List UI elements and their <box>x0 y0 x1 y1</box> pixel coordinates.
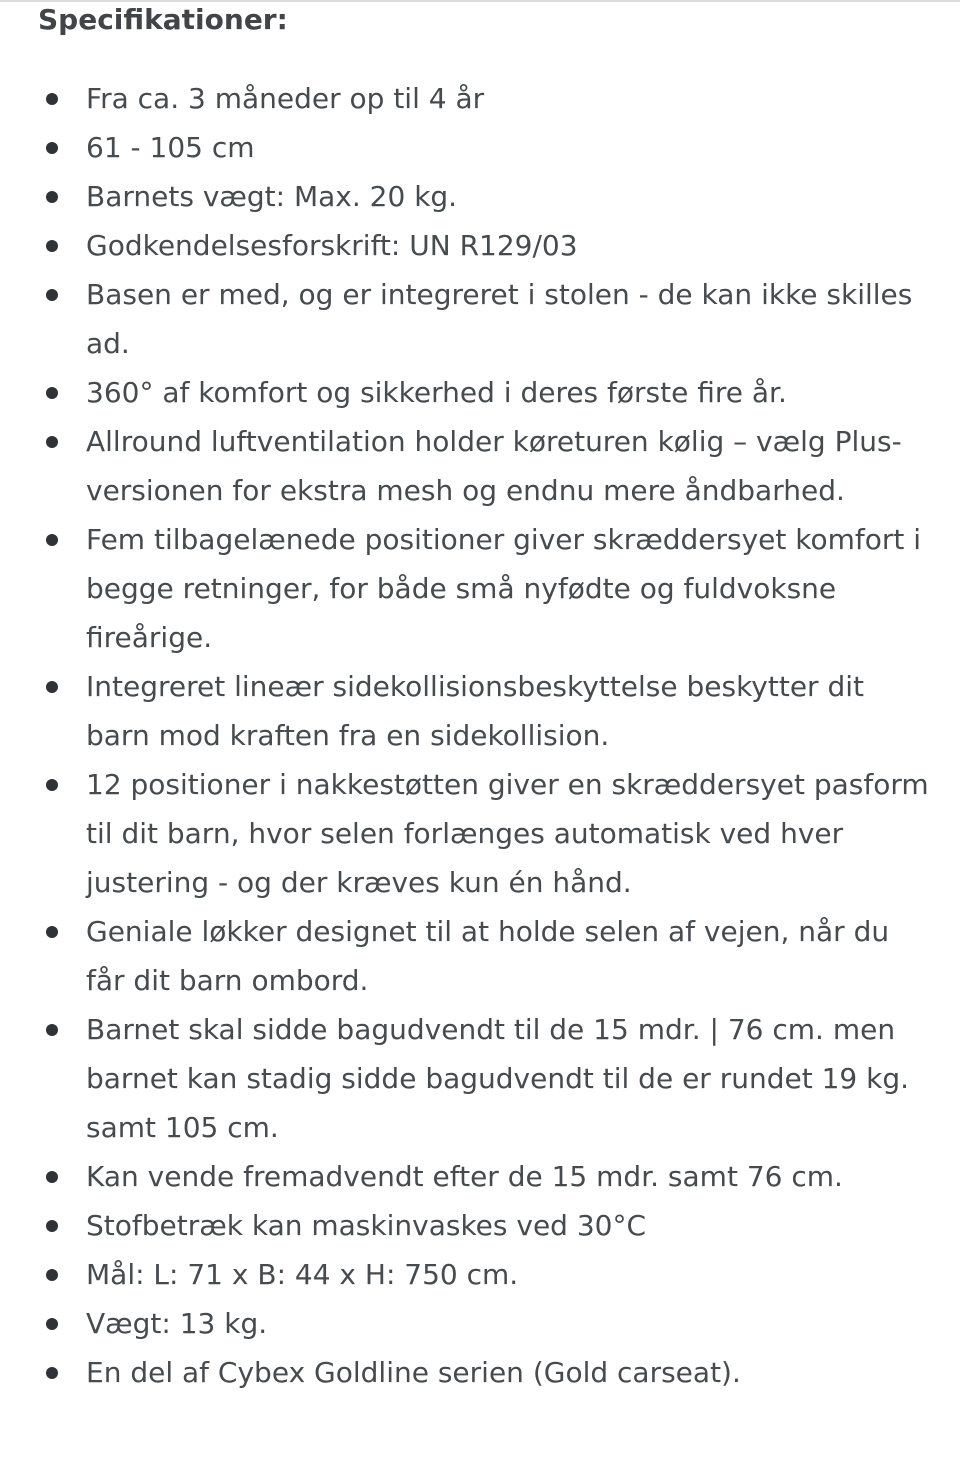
list-item <box>0 172 960 221</box>
list-item <box>0 1348 960 1397</box>
list-item-text: Barnet skal sidde bagudvendt til de 15 mdr. | 76 cm. men barnet kan stadig sidde bagudvendt til de er rundet 19 kg. samt 105 cm. <box>86 1013 910 1144</box>
specifications-heading: Specifikationer: <box>38 3 288 36</box>
list-item-text: Geniale løkker designet til at holde selen af vejen, når du får dit barn ombord. <box>86 915 890 997</box>
list-item <box>0 1152 960 1201</box>
list-item <box>0 760 960 907</box>
list-item-text: Basen er med, og er integreret i stolen - de kan ikke skilles ad. <box>86 278 913 360</box>
list-item-text: 12 positioner i nakkestøtten giver en skræddersyet pasform til dit barn, hvor selen forlænges automatisk ved hver justering - og der kræves kun én hånd. <box>86 768 929 899</box>
bullet-icon <box>46 534 58 546</box>
list-item <box>0 1299 960 1348</box>
bullet-icon <box>46 191 58 203</box>
bullet-icon <box>46 926 58 938</box>
bullet-icon <box>46 681 58 693</box>
list-item <box>0 74 960 123</box>
list-item <box>0 417 960 515</box>
list-item-text: Vægt: 13 kg. <box>86 1307 268 1340</box>
list-item-text: Fem tilbagelænede positioner giver skræddersyet komfort i begge retninger, for både små nyfødte og fuldvoksne fireårige. <box>86 523 922 654</box>
specifications-list <box>0 74 960 1397</box>
bullet-icon <box>46 436 58 448</box>
list-item-text: Mål: L: 71 x B: 44 x H: 750 cm. <box>86 1258 519 1291</box>
list-item-text: Integreret lineær sidekollisionsbeskyttelse beskytter dit barn mod kraften fra en sidekollision. <box>86 670 864 752</box>
list-item <box>0 662 960 760</box>
bullet-icon <box>46 1024 58 1036</box>
list-item <box>0 1005 960 1152</box>
bullet-icon <box>46 142 58 154</box>
top-divider <box>0 0 960 2</box>
list-item <box>0 907 960 1005</box>
list-item <box>0 368 960 417</box>
bullet-icon <box>46 1269 58 1281</box>
bullet-icon <box>46 387 58 399</box>
list-item-text: Kan vende fremadvendt efter de 15 mdr. samt 76 cm. <box>86 1160 843 1193</box>
list-item-text: Barnets vægt: Max. 20 kg. <box>86 180 458 213</box>
list-item <box>0 515 960 662</box>
list-item <box>0 123 960 172</box>
bullet-icon <box>46 1220 58 1232</box>
list-item <box>0 1201 960 1250</box>
list-item <box>0 221 960 270</box>
list-item-text: Allround luftventilation holder køreturen kølig – vælg Plus-versionen for ekstra mesh og endnu mere åndbarhed. <box>86 425 902 507</box>
bullet-icon <box>46 1318 58 1330</box>
bullet-icon <box>46 289 58 301</box>
list-item-text: En del af Cybex Goldline serien (Gold carseat). <box>86 1356 741 1389</box>
bullet-icon <box>46 1171 58 1183</box>
list-item-text: 360° af komfort og sikkerhed i deres første fire år. <box>86 376 787 409</box>
list-item <box>0 1250 960 1299</box>
bullet-icon <box>46 93 58 105</box>
list-item-text: Fra ca. 3 måneder op til 4 år <box>86 82 485 115</box>
bullet-icon <box>46 240 58 252</box>
list-item-text: Stofbetræk kan maskinvaskes ved 30°C <box>86 1209 647 1242</box>
list-item-text: 61 - 105 cm <box>86 131 255 164</box>
bullet-icon <box>46 1367 58 1379</box>
list-item <box>0 270 960 368</box>
bullet-icon <box>46 779 58 791</box>
list-item-text: Godkendelsesforskrift: UN R129/03 <box>86 229 578 262</box>
